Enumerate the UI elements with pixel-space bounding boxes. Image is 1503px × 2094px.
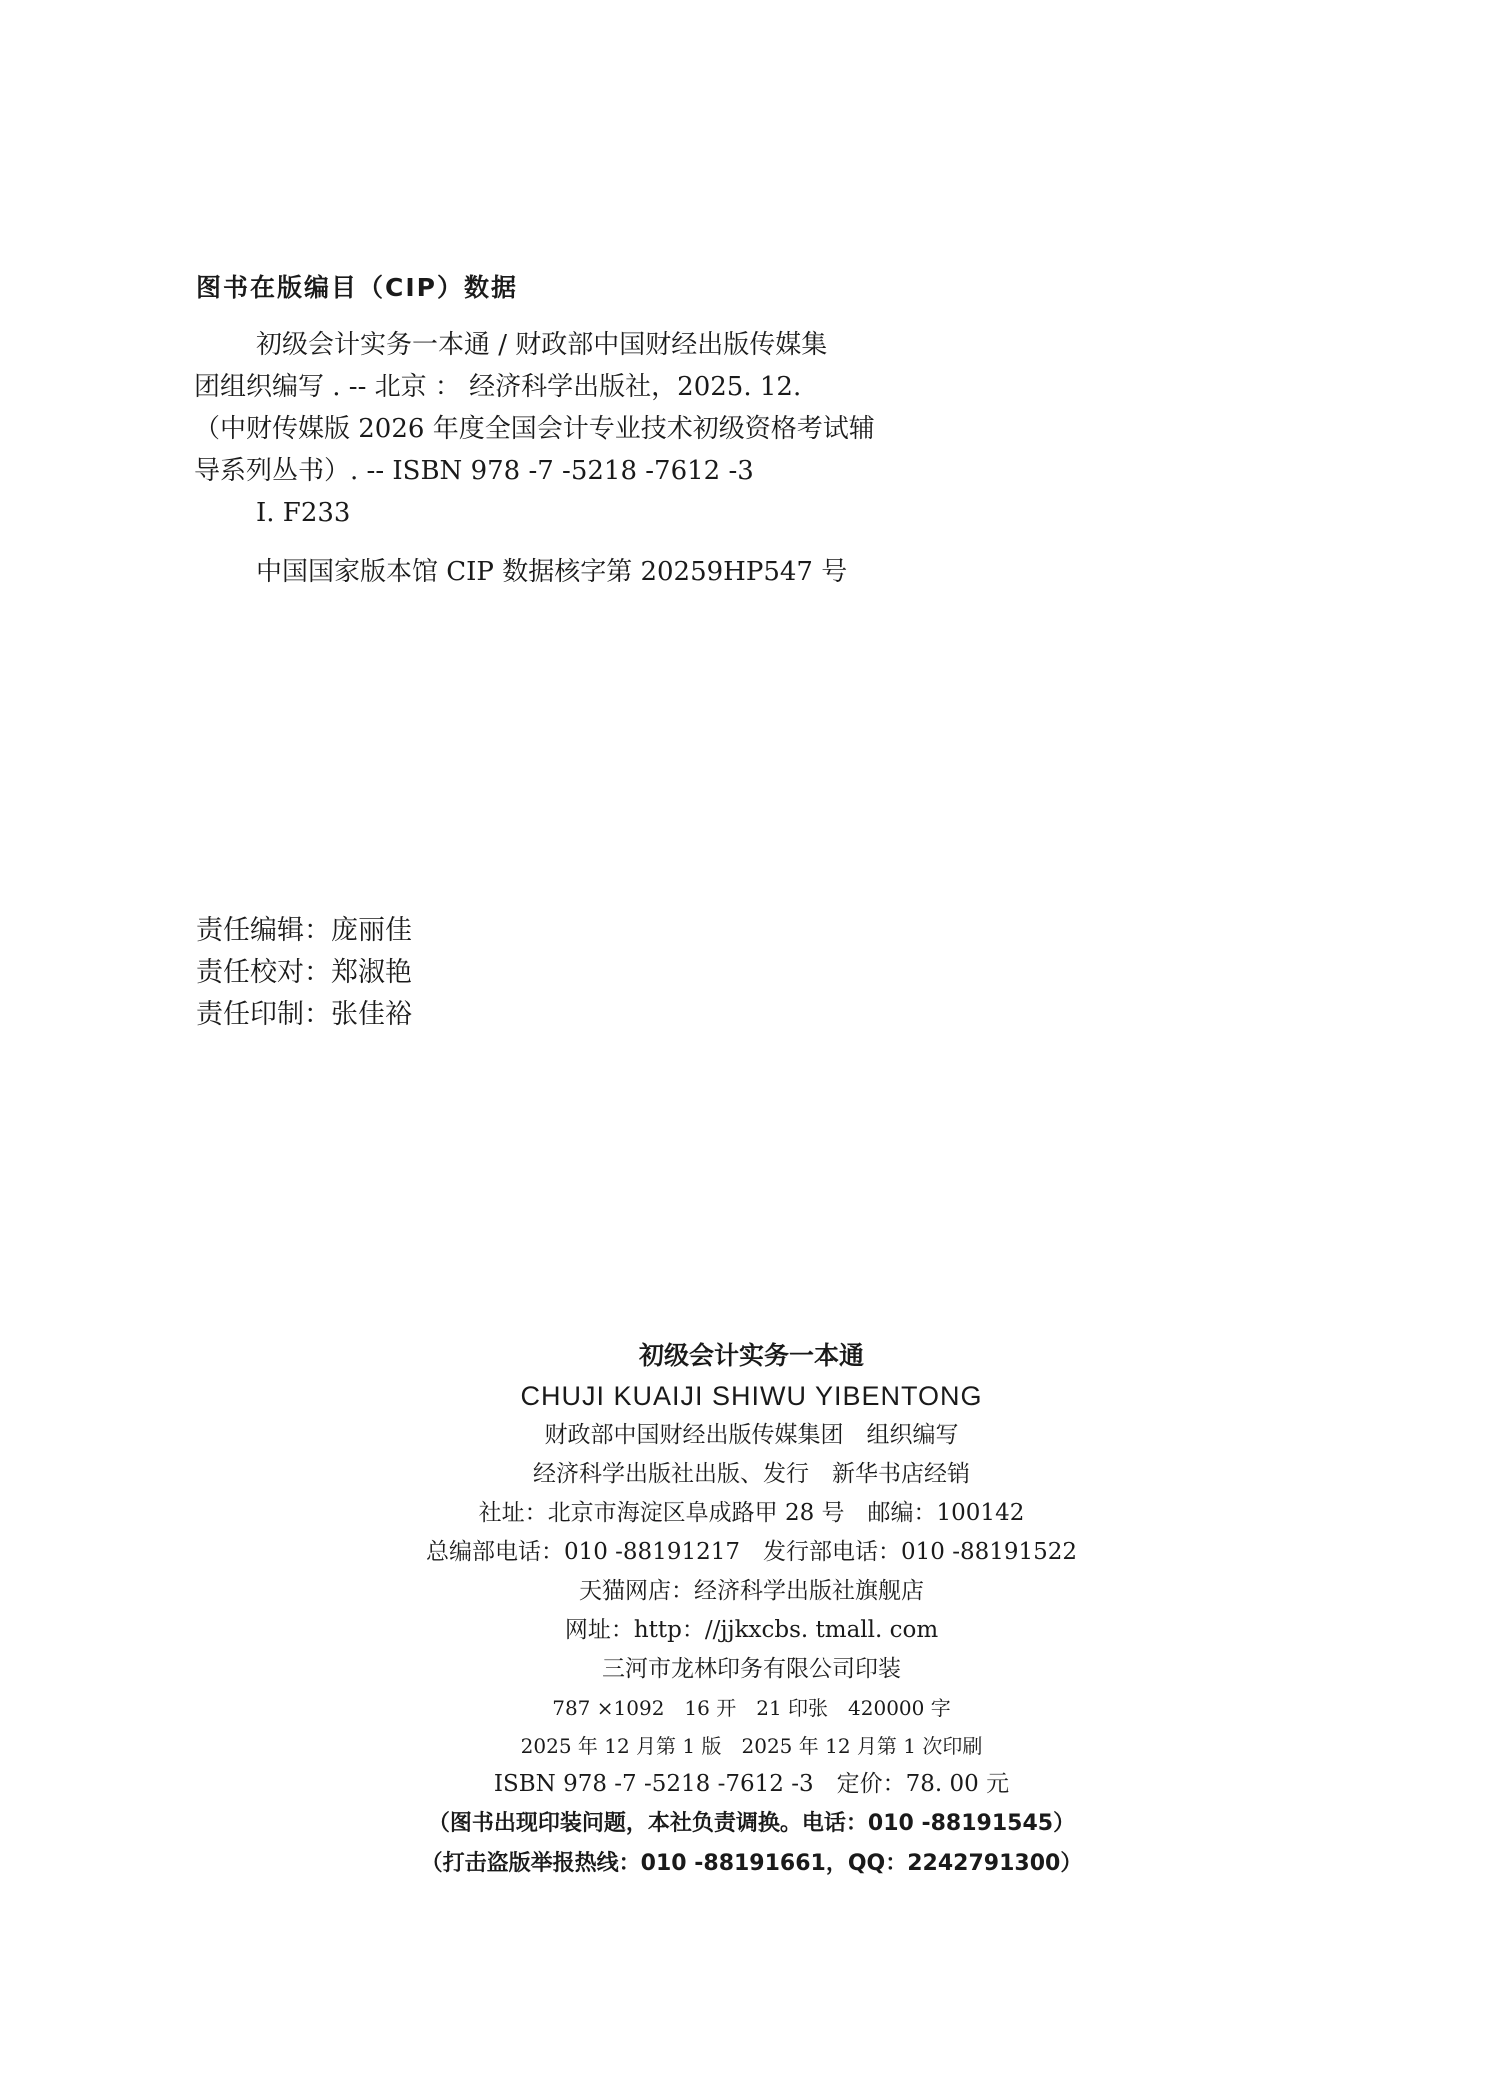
cip-entry-line: （中财传媒版 2026 年度全国会计专业技术初级资格考试辅 xyxy=(194,414,875,444)
colophon-printer: 三河市龙林印务有限公司印装 xyxy=(602,1656,901,1682)
staff-credits xyxy=(196,910,412,1036)
colophon-edition: 2025 年 12 月第 1 版 2025 年 12 月第 1 次印刷 xyxy=(520,1734,983,1758)
colophon xyxy=(0,1336,1503,1884)
colophon-website: 网址：http：//jjkxcbs. tmall. com xyxy=(564,1617,939,1643)
cip-classification: Ⅰ. F233 xyxy=(256,498,351,528)
colophon-pinyin-title: CHUJI KUAIJI SHIWU YIBENTONG xyxy=(520,1381,983,1411)
colophon-isbn-price: ISBN 978 -7 -5218 -7612 -3 定价：78. 00 元 xyxy=(493,1771,1010,1797)
cip-verification-number: 中国国家版本馆 CIP 数据核字第 20259HP547 号 xyxy=(256,557,848,587)
staff-name: 张佳裕 xyxy=(331,999,412,1030)
staff-row-printing: 责任印制：张佳裕 xyxy=(196,999,412,1030)
staff-row-proofreader: 责任校对：郑淑艳 xyxy=(196,957,412,988)
cip-entry-line: 初级会计实务一本通 / 财政部中国财经出版传媒集 xyxy=(256,330,828,360)
colophon-tmall-store: 天猫网店：经济科学出版社旗舰店 xyxy=(579,1578,924,1604)
cip-entry-line: 团组织编写 . -- 北京 ： 经济科学出版社，2025. 12. xyxy=(194,372,802,402)
cip-block xyxy=(196,268,916,593)
staff-name: 庞丽佳 xyxy=(331,915,412,946)
colophon-editor: 财政部中国财经出版传媒集团 组织编写 xyxy=(544,1422,959,1448)
colophon-publisher: 经济科学出版社出版、发行 新华书店经销 xyxy=(533,1461,970,1487)
colophon-title: 初级会计实务一本通 xyxy=(638,1341,864,1370)
staff-row-editor: 责任编辑：庞丽佳 xyxy=(196,915,412,946)
staff-role: 责任校对 xyxy=(196,957,304,988)
staff-role: 责任编辑 xyxy=(196,915,304,946)
colophon-piracy-hotline: （打击盗版举报热线：010 -88191661，QQ：2242791300） xyxy=(420,1851,1083,1876)
colophon-phones: 总编部电话：010 -88191217 发行部电话：010 -88191522 xyxy=(425,1539,1078,1565)
cip-entry xyxy=(196,324,916,534)
colophon-address: 社址：北京市海淀区阜成路甲 28 号 邮编：100142 xyxy=(478,1500,1025,1526)
staff-name: 郑淑艳 xyxy=(331,957,412,988)
colophon-format: 787 ×1092 16 开 21 印张 420000 字 xyxy=(552,1696,951,1720)
staff-role: 责任印制 xyxy=(196,999,304,1030)
colophon-notice: （图书出现印装问题，本社负责调换。电话：010 -88191545） xyxy=(427,1811,1076,1836)
cip-entry-line: 导系列丛书）. -- ISBN 978 -7 -5218 -7612 -3 xyxy=(194,456,754,486)
cip-heading: 图书在版编目（CIP）数据 xyxy=(196,273,518,302)
